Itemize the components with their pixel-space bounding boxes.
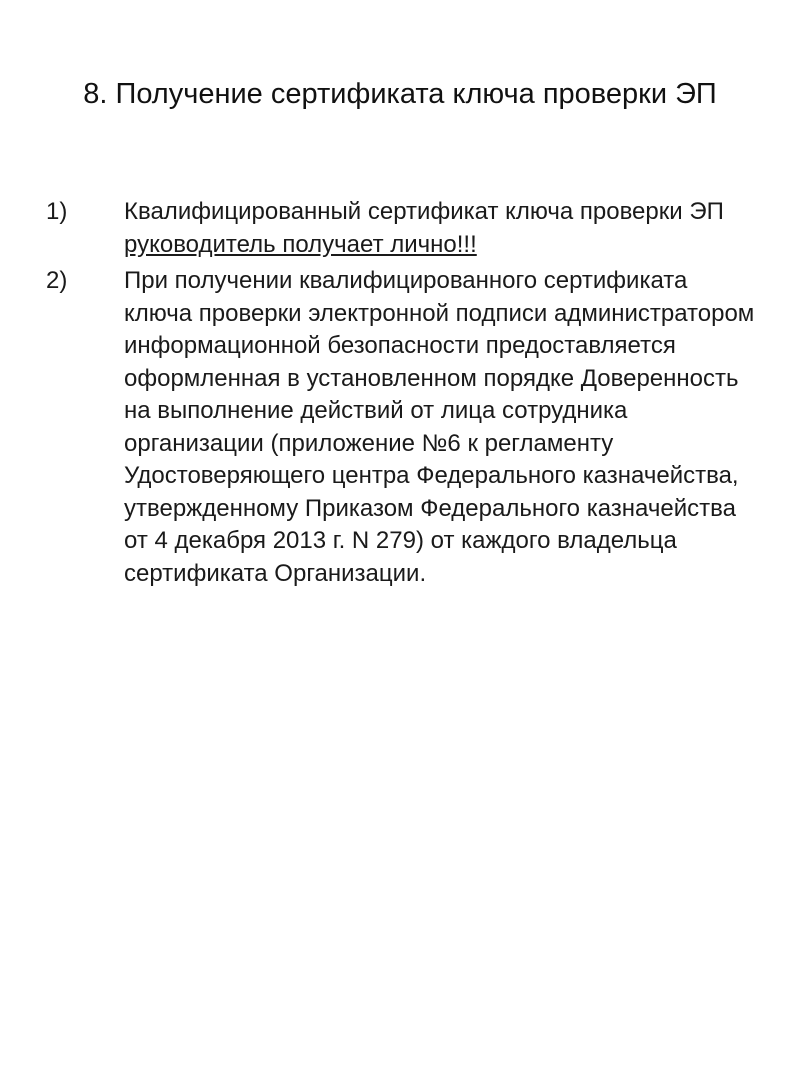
list-item-emphasis: руководитель получает лично!!! (124, 230, 477, 258)
slide-title: 8. Получение сертификата ключа проверки ЭП (83, 78, 717, 110)
list-item-2 (46, 265, 758, 590)
list-item-text: Квалифицированный сертификат ключа проверки ЭП (124, 198, 724, 225)
numbered-list (46, 196, 758, 590)
list-item-number: 2) (46, 267, 68, 294)
list-item-number: 1) (46, 198, 68, 225)
list-item-text: При получении квалифицированного сертификата ключа проверки электронной подписи администратором информационной безопасности предоставляется оформленная в установленном порядке Доверенность на выполнение действий от лица сотрудника организации (приложение №6 к регламенту Удостоверяющего центра Федерального казначейства, утвержденному Приказом Федерального казначейства от 4 декабря 2013 г. N 279) от каждого владельца сертификата Организации. (124, 267, 755, 587)
list-item-1 (46, 196, 758, 261)
